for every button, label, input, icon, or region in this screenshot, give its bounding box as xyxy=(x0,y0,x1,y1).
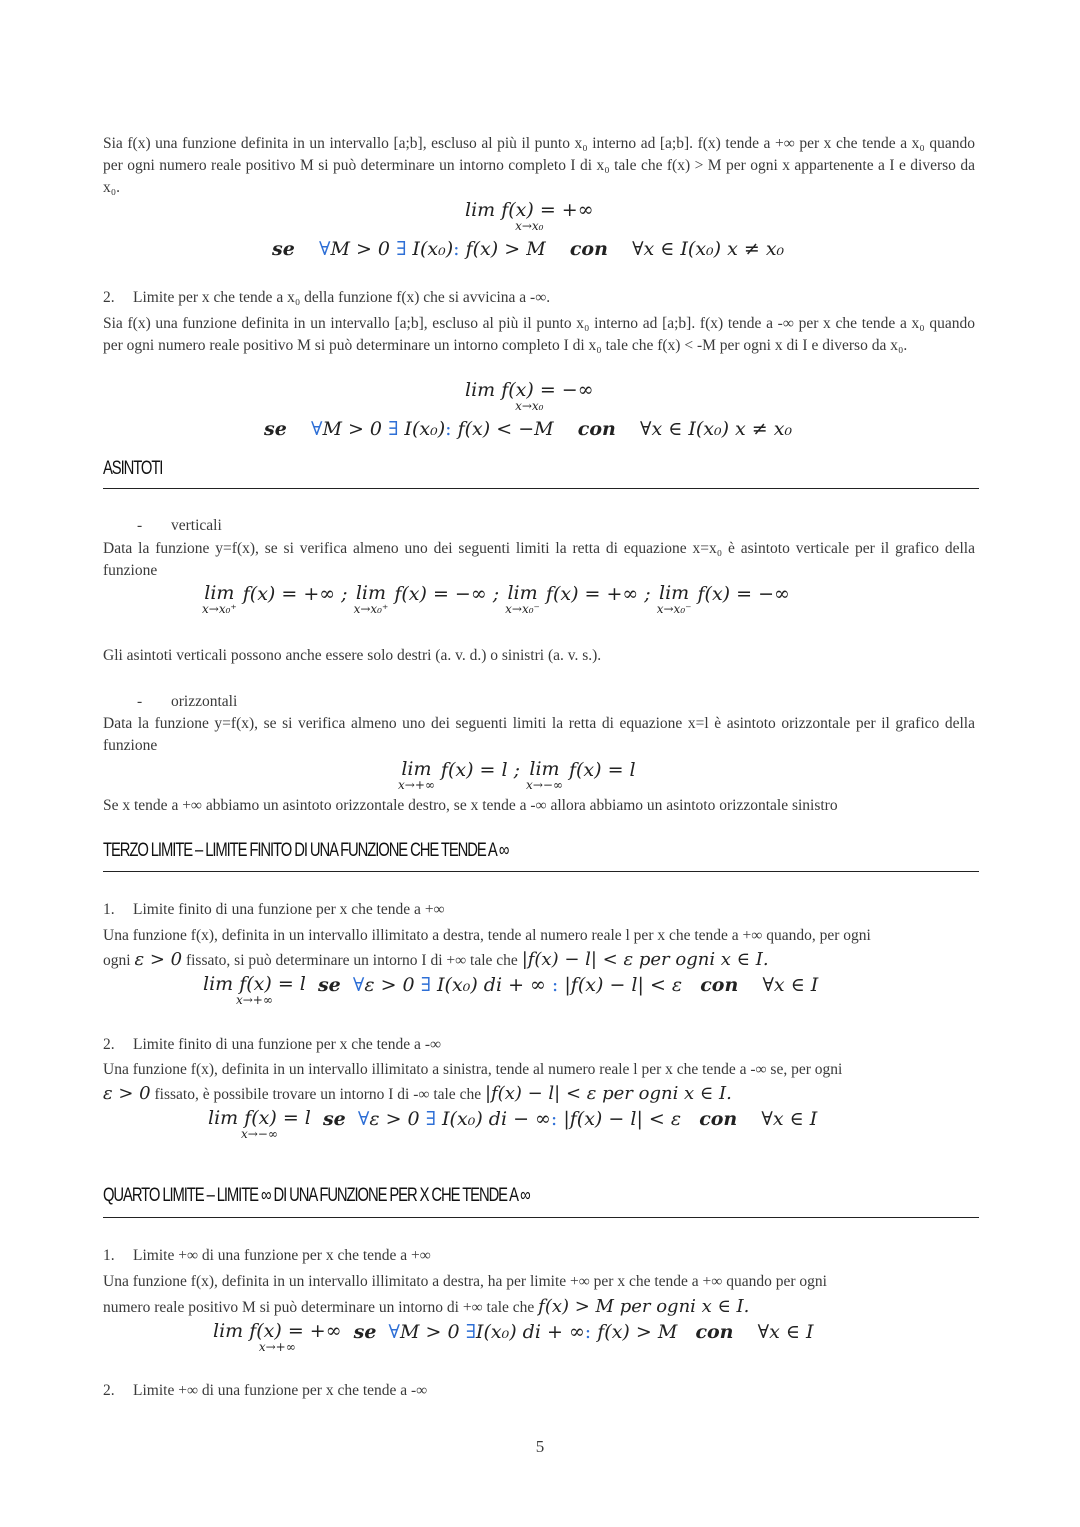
formula-lim-sub: x→x₀⁺ xyxy=(353,602,389,616)
formula-se: se xyxy=(322,1108,346,1130)
list-item-title: Limite +∞ di una funzione per x che tende a -∞ xyxy=(133,1382,428,1399)
formula-terzo-1 xyxy=(203,974,818,1006)
formula-lim-sub: x→−∞ xyxy=(526,778,563,792)
formula-tail: ∀x ∈ I xyxy=(762,974,819,996)
list-item-title: Limite finito di una funzione per x che tende a -∞ xyxy=(133,1036,442,1053)
bullet-label: orizzontali xyxy=(171,693,238,710)
paragraph-text: fissato, è possibile trovare un intorno I di -∞ tale che xyxy=(150,1086,485,1103)
formula-lim-sub: x→+∞ xyxy=(258,1340,296,1354)
formula-lim-text: lim f(x) = l xyxy=(203,973,306,995)
formula-se: se xyxy=(353,1321,377,1343)
list-item-quarto-1 xyxy=(103,1245,431,1267)
formula-terzo-2 xyxy=(208,1108,817,1140)
formula-tail: ∀x ∈ I(x₀) x ≠ x₀ xyxy=(640,418,793,440)
inline-math: ε > 0 xyxy=(103,1083,151,1104)
paragraph-horizontal-asymptote: Data la funzione y=f(x), se si verifica almeno uno dei seguenti limiti la retta di equazione x=l è asintoto orizzontale per il grafico della funzione xyxy=(103,715,975,754)
formula-cond: ∀M > 0 ∃ I(x₀): f(x) < −M xyxy=(310,418,554,440)
list-item-title: Limite +∞ di una funzione per x che tende a +∞ xyxy=(133,1247,431,1264)
formula-quarto-1 xyxy=(213,1321,814,1353)
paragraph-text: fissato, si può determinare un intorno I di +∞ tale che xyxy=(182,952,522,969)
formula-se: se xyxy=(264,418,287,440)
paragraph-quarto-1a: Una funzione f(x), definita in un intervallo illimitato a destra, ha per limite +∞ per x che tende a +∞ quando per ogni xyxy=(103,1273,827,1290)
formula-cond: ∀M > 0 ∃I(x₀) di + ∞: f(x) > M xyxy=(388,1321,678,1343)
paragraph-terzo-2b xyxy=(103,1083,732,1106)
paragraph-horizontal-note: Se x tende a +∞ abbiamo un asintoto orizzontale destro, se x tende a -∞ allora abbiamo un asintoto orizzontale sinistro xyxy=(103,797,838,814)
list-item-terzo-1 xyxy=(103,899,445,921)
paragraph-terzo-1a: Una funzione f(x), definita in un intervallo illimitato a destra, tende al numero reale l per x che tende a +∞ quando, per ogni xyxy=(103,927,871,944)
formula-lim-sub: x→x₀⁺ xyxy=(202,602,237,616)
paragraph-terzo-1b: ogni ε > 0 fissato, si può determinare un intorno I di +∞ tale che |f(x) − l| < ε per ogni x ∈ I. xyxy=(103,949,769,970)
formula-lim-plus-infinity xyxy=(465,200,594,232)
formula-con: con xyxy=(695,1321,734,1343)
list-number: 2. xyxy=(103,1036,115,1053)
paragraph-text: numero reale positivo M si può determinare un intorno di +∞ tale che xyxy=(103,1299,539,1316)
list-number: 1. xyxy=(103,1247,115,1264)
formula-con: con xyxy=(577,418,616,440)
formula-lim-text: lim f(x) = +∞ xyxy=(465,199,594,221)
formula-lim-sub: x→+∞ xyxy=(235,993,273,1007)
inline-math: f(x) > M per ogni x ∈ I. xyxy=(538,1296,750,1317)
formula-lim-sub: x→+∞ xyxy=(398,778,435,792)
list-item-terzo-2 xyxy=(103,1034,441,1056)
formula-cond: ∀ε > 0 ∃ I(x₀) di − ∞: |f(x) − l| < ε xyxy=(357,1108,682,1130)
formula-con: con xyxy=(699,1108,738,1130)
inline-math: ε > 0 xyxy=(134,949,183,970)
formula-lim-minus-infinity xyxy=(465,380,594,412)
bullet-label: verticali xyxy=(171,517,222,534)
formula-con: con xyxy=(569,238,608,260)
formula-condition-2 xyxy=(264,418,792,440)
paragraph-quarto-1b xyxy=(103,1296,749,1319)
formula-tail: ∀x ∈ I xyxy=(761,1108,818,1130)
formula-lim-sub: x→−∞ xyxy=(240,1127,278,1141)
formula-lim-sub: x→x₀ xyxy=(515,399,544,413)
list-item-2 xyxy=(103,287,550,309)
paragraph-limit-minus-infinity: Sia f(x) una funzione definita in un intervallo [a;b], escluso al più il punto x₀ interno ad [a;b]. f(x) tende a -∞ per x che tende a x₀ quando per ogni numero reale positivo M si può determinare un intorno completo I di x₀ tale che f(x) < -M per ogni x di I e diverso da x₀. xyxy=(103,315,975,354)
formula-lim-text: lim f(x) = +∞ xyxy=(213,1320,342,1342)
formula-vertical-limits: lim x→x₀⁺ f(x) = +∞ ; lim x→x₀⁺ f(x) = −∞ ; lim x→x₀⁻ f(x) = +∞ ; lim x→x₀⁻ f(x) = −∞ xyxy=(202,582,790,616)
formula-tail: ∀x ∈ I xyxy=(757,1321,814,1343)
list-item-quarto-2 xyxy=(103,1380,427,1402)
paragraph-limit-plus-infinity: Sia f(x) una funzione definita in un intervallo [a;b], escluso al più il punto x₀ interno ad [a;b]. f(x) tende a +∞ per x che tende a x₀ quando per ogni numero reale positivo M si può determinare un intorno completo I di x₀ tale che f(x) > M per ogni x appartenente a I e diverso da x₀. xyxy=(103,135,975,196)
formula-lim-sub: x→x₀ xyxy=(515,219,544,233)
inline-math: |f(x) − l| < ε per ogni x ∈ I. xyxy=(521,949,769,970)
formula-horizontal-limits: lim x→+∞ f(x) = l ; lim x→−∞ f(x) = l xyxy=(398,758,636,792)
list-item-title: Limite per x che tende a x₀ della funzione f(x) che si avvicina a -∞. xyxy=(133,289,551,306)
bullet-verticali: - verticali xyxy=(137,517,222,534)
list-number: 2. xyxy=(103,289,115,306)
inline-math: |f(x) − l| < ε per ogni x ∈ I. xyxy=(484,1083,732,1104)
heading-divider xyxy=(103,1217,979,1218)
list-number: 2. xyxy=(103,1382,115,1399)
heading-divider xyxy=(103,488,979,489)
section-heading-asintoti: ASINTOTI xyxy=(103,458,163,479)
heading-divider xyxy=(103,871,979,872)
section-heading-quarto-limite: QUARTO LIMITE – LIMITE ∞ DI UNA FUNZIONE PER X CHE TENDE A ∞ xyxy=(103,1185,530,1206)
bullet-orizzontali: - orizzontali xyxy=(137,693,238,710)
formula-cond: ∀ε > 0 ∃ I(x₀) di + ∞ : |f(x) − l| < ε xyxy=(352,974,683,996)
paragraph-vertical-note: Gli asintoti verticali possono anche essere solo destri (a. v. d.) o sinistri (a. v. s.). xyxy=(103,647,602,664)
list-number: 1. xyxy=(103,901,115,918)
formula-lim-sub: x→x₀⁻ xyxy=(656,602,692,616)
paragraph-terzo-2a: Una funzione f(x), definita in un intervallo illimitato a sinistra, tende al numero reale l per x che tende a -∞ se, per ogni xyxy=(103,1061,843,1078)
page-number: 5 xyxy=(535,1437,545,1456)
formula-se: se xyxy=(272,238,295,260)
list-item-title: Limite finito di una funzione per x che tende a +∞ xyxy=(133,901,445,918)
formula-lim-text: lim f(x) = l xyxy=(208,1107,311,1129)
formula-lim-text: lim f(x) = −∞ xyxy=(465,379,594,401)
formula-cond: ∀M > 0 ∃ I(x₀): f(x) > M xyxy=(318,238,546,260)
formula-lim-sub: x→x₀⁻ xyxy=(505,602,540,616)
paragraph-vertical-asymptote: Data la funzione y=f(x), se si verifica almeno uno dei seguenti limiti la retta di equazione x=x₀ è asintoto verticale per il grafico della funzione xyxy=(103,540,975,579)
formula-se: se xyxy=(317,974,341,996)
formula-con: con xyxy=(700,974,739,996)
formula-condition-1 xyxy=(272,238,784,260)
formula-tail: ∀x ∈ I(x₀) x ≠ x₀ xyxy=(632,238,785,260)
section-heading-terzo-limite: TERZO LIMITE – LIMITE FINITO DI UNA FUNZIONE CHE TENDE A ∞ xyxy=(103,840,509,861)
